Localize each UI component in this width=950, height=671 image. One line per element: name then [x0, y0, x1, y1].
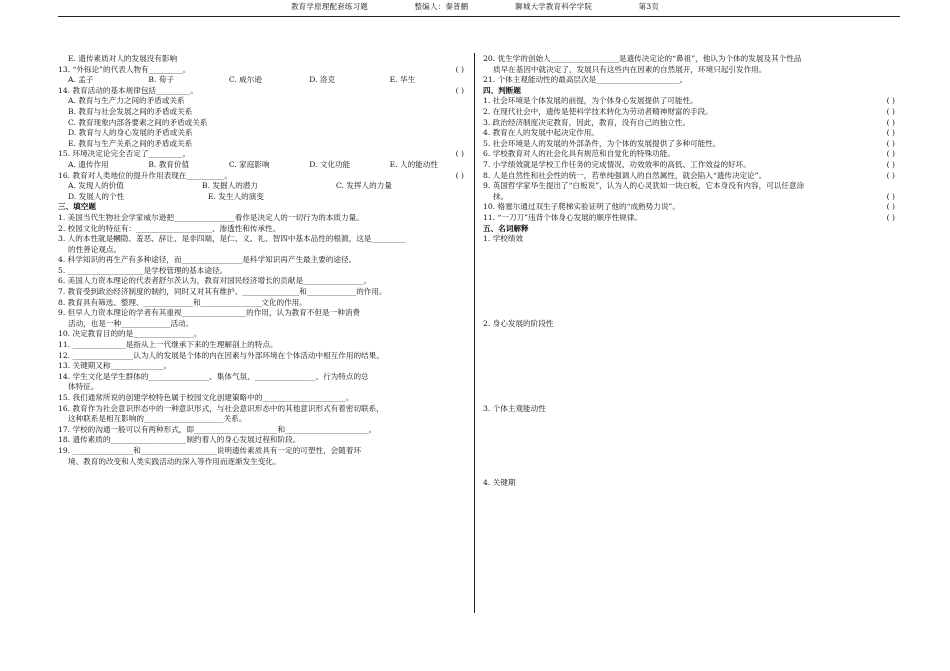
line-text: 8. 人是自然性和社会性的统一，若单纯强调人的自然属性，就会陷入“遗传决定论”。	[483, 170, 767, 180]
line-text: B. 教育与社会发展之间的矛盾或关系	[68, 106, 193, 116]
text-line	[483, 107, 901, 118]
line-text: 11. ______________是指从上一代继承下来的生理解剖上的特点。	[58, 340, 278, 350]
text-line	[58, 404, 470, 415]
line-text: 13. 关键期又称______________。	[58, 361, 172, 371]
text-line	[58, 361, 470, 372]
text-line	[483, 192, 901, 203]
option-row	[58, 181, 470, 192]
line-text: 7. 小学绩效就是学校工作任务的完成情况、功效效率的高低、工作效益的好坏。	[483, 159, 751, 169]
text-line	[58, 351, 470, 362]
right-column	[483, 54, 901, 488]
line-text: 16. 教育作为社会意识形态中的一种意识形式，与社会意识形态中的其他意识形式有着密切联系，	[58, 403, 384, 413]
section-heading	[483, 86, 901, 97]
line-text: 15. 我们通常所说的创建学校特色属于校园文化创建策略中的______________________。	[58, 393, 354, 402]
line-text: 17. 学校的沟通一般可以有两种形式，即______________________和______________________。	[58, 424, 377, 434]
answer-parentheses: ( )	[886, 159, 895, 169]
text-line	[483, 181, 901, 192]
text-line	[58, 255, 470, 266]
header-title: 教育学原理配套练习题	[290, 2, 368, 11]
line-text: 18. 遗传素质的____________________制约着人的身心发展过程和阶段。	[58, 435, 301, 445]
option-item: B. 荀子	[148, 75, 175, 85]
text-line	[58, 276, 470, 287]
option-item: E. 人的能动性	[389, 159, 438, 169]
option-item: C. 家庭影响	[228, 159, 270, 169]
line-text: C. 教育现象内部各要素之间的矛盾或关系	[68, 117, 208, 127]
line-text: 5. ____________________是学校管理的基本途径。	[58, 265, 228, 275]
header-org: 聊城大学教育科学学院	[515, 2, 593, 11]
answer-parentheses: ( )	[455, 85, 464, 95]
text-line	[483, 319, 901, 330]
line-text: 5. 社会环境是人的发展的外部条件，为个体的发展提供了多种可能性。	[483, 138, 721, 148]
answer-parentheses: ( )	[886, 96, 895, 106]
header-editor: 整编人：秦普鹏	[414, 2, 469, 11]
text-line	[58, 149, 470, 160]
line-text: 境、教育的改变和人类实践活动的深入等作用而逐渐发生变化。	[68, 456, 281, 466]
text-line	[58, 139, 470, 150]
answer-parentheses: ( )	[455, 64, 464, 74]
text-line	[58, 414, 470, 425]
text-line	[58, 224, 470, 235]
line-text: 15. 环境决定论完全否定了_________。	[58, 149, 191, 159]
line-text: 21. 个体主观能动性的最高层次是______________________。	[483, 75, 688, 85]
line-text: 3. 政治经济制度决定教育，因此，教育，没有自己的独立性。	[483, 117, 691, 127]
answer-parentheses: ( )	[886, 117, 895, 127]
line-text: 4. 教育在人的发展中起决定作用。	[483, 128, 599, 138]
option-item: E. 华生	[389, 75, 416, 85]
text-line	[483, 160, 901, 171]
option-item: A. 遗传作用	[68, 159, 109, 169]
page-header	[0, 0, 950, 14]
line-text: 8. 教育具有筛选、整理、_____________和________________文化的作用。	[58, 297, 307, 307]
line-text: 6. 学校教育对人的社会化具有规范和自觉化的特殊功能。	[483, 149, 675, 159]
section-heading	[58, 202, 470, 213]
text-line	[58, 86, 470, 97]
line-text: 6. 美国人力资本理论的代表者舒尔茨认为，教育对国民经济增长的贡献是________________。	[58, 276, 372, 286]
answer-parentheses: ( )	[886, 202, 895, 212]
answer-parentheses: ( )	[455, 170, 464, 180]
line-text: 19. ________________和____________________说明遗传素质具有一定的可塑性，会随着环	[58, 445, 362, 455]
answer-parentheses: ( )	[886, 138, 895, 148]
answer-parentheses: ( )	[886, 191, 895, 201]
answer-space	[483, 245, 901, 319]
text-line	[483, 404, 901, 415]
answer-space	[483, 329, 901, 403]
text-line	[483, 65, 901, 76]
text-line	[58, 96, 470, 107]
option-item: D. 发展人的个性	[68, 191, 125, 201]
line-text: 四、判断题	[483, 85, 521, 95]
line-text: 13. “外铄论”的代表人物有_________。	[58, 64, 191, 74]
answer-parentheses: ( )	[886, 149, 895, 159]
line-text: 这种联系是相互影响的_____________________关系。	[68, 414, 247, 424]
text-line	[483, 478, 901, 489]
option-item: C. 威尔逊	[228, 75, 262, 85]
text-line	[58, 171, 470, 182]
option-row	[58, 75, 470, 86]
line-text: 3. 人的本性就是幗隐、羞恶、辞让、是非四端，是仁、义、礼、智四中基本品性的根源，这是_________	[58, 234, 406, 244]
line-text: 的性善论观点。	[68, 244, 122, 254]
text-line	[483, 75, 901, 86]
text-line	[483, 139, 901, 150]
text-line	[483, 171, 901, 182]
line-text: 1. 社会环境是个体发展的前提，为个体身心发展提供了可能性。	[483, 96, 698, 106]
line-text: E. 教育与生产关系之间的矛盾或关系	[68, 138, 193, 148]
text-line	[58, 266, 470, 277]
text-line	[58, 128, 470, 139]
line-text: 7. 教育受到政治经济制度的制约，同时又对其有维护、_______________和_____________的作用。	[58, 287, 387, 297]
text-line	[58, 54, 470, 65]
line-text: 活动，也是一种_____________活动。	[68, 318, 194, 328]
text-line	[58, 308, 470, 319]
text-line	[58, 213, 470, 224]
section-heading	[483, 224, 901, 235]
answer-parentheses: ( )	[886, 128, 895, 138]
line-text: A. 教育与生产力之间的矛盾或关系	[68, 96, 185, 106]
line-text: 9. 英国哲学家华生提出了“白板说”，认为人的心灵犹如一块白板，它本身没有内容，可以任意涂	[483, 181, 805, 191]
text-line	[58, 457, 470, 468]
line-text: 五、名词解释	[483, 223, 529, 233]
line-text: 20. 优生学的创始人__________________是遗传决定论的“鼻祖”，他认为个体的发展及其个性品	[483, 54, 802, 63]
option-item: B. 教育价值	[148, 159, 190, 169]
text-line	[483, 234, 901, 245]
option-item: D. 文化功能	[309, 159, 351, 169]
text-line	[483, 118, 901, 129]
text-line	[58, 298, 470, 309]
line-text: 3. 个体主观能动性	[483, 403, 546, 413]
text-line	[58, 393, 470, 404]
line-text: 抹。	[493, 191, 509, 201]
answer-space	[483, 414, 901, 478]
text-line	[58, 245, 470, 256]
option-row	[58, 160, 470, 171]
text-line	[58, 340, 470, 351]
text-line	[58, 319, 470, 330]
header-rule	[58, 16, 900, 17]
line-text: 2. 身心发展的阶段性	[483, 318, 554, 328]
line-text: 14. 学生文化是学生群体的________________、集体气氛、________________、行为特点的总	[58, 371, 369, 381]
line-text: 4. 关键期	[483, 477, 516, 487]
option-item: A. 孟子	[68, 75, 94, 85]
answer-parentheses: ( )	[886, 170, 895, 180]
answer-parentheses: ( )	[886, 212, 895, 222]
line-text: 9. 但早人力资本理论的学者有其重视_________________的作用，认为教育不但是一种消费	[58, 308, 361, 318]
text-line	[483, 54, 901, 65]
text-line	[58, 107, 470, 118]
header-page-number: 第3页	[638, 2, 660, 11]
text-line	[58, 446, 470, 457]
line-text: 16. 教育对人类地位的提升作用表现在__________。	[58, 170, 232, 180]
option-item: E. 发生人的演变	[208, 191, 264, 201]
line-text: 2. 在现代社会中，遗传是使科学技术转化为劳动者精神财富的手段。	[483, 106, 713, 116]
line-text: 14. 教育活动的基本规律包括_________。	[58, 85, 198, 95]
line-text: 三、填空题	[58, 202, 96, 212]
option-item: D. 洛克	[309, 75, 336, 85]
text-line	[58, 382, 470, 393]
column-divider	[474, 53, 475, 613]
text-line	[58, 118, 470, 129]
line-text: 4. 科学知识的再生产有多种途径，而________________是科学知识再产生最主要的途径。	[58, 255, 357, 265]
line-text: 11. “一刀刀”违背个体身心发展的顺序性规律。	[483, 212, 642, 222]
line-text: 10. 决定教育目的的是________________。	[58, 329, 202, 339]
text-line	[483, 213, 901, 224]
text-line	[483, 202, 901, 213]
text-line	[58, 425, 470, 436]
option-item: B. 发掘人的潜力	[202, 181, 258, 191]
line-text: 质早在基因中就决定了，发展只有这些内在因素的自然展开，环境只起引发作用。	[493, 64, 767, 74]
option-item: C. 发挥人的力量	[336, 181, 392, 191]
line-text: D. 教育与人的身心发展的矛盾或关系	[68, 128, 193, 138]
option-item: A. 发现人的价值	[68, 181, 124, 191]
text-line	[58, 234, 470, 245]
line-text: 2. 校园文化的特征有：____________________、渗透性和传承性。	[58, 223, 281, 233]
answer-parentheses: ( )	[455, 149, 464, 159]
text-line	[58, 435, 470, 446]
text-line	[58, 287, 470, 298]
text-line	[483, 149, 901, 160]
line-text: 12. ________________认为人的发展是个体的内在因素与外部环境在个体活动中相互作用的结果。	[58, 350, 384, 360]
option-row	[58, 192, 470, 203]
text-line	[483, 128, 901, 139]
left-column	[58, 54, 470, 467]
line-text: E. 遗传素质对人的发展没有影响	[68, 54, 178, 63]
line-text: 1. 美国当代生物社会学家威尔逊把________________看作是决定人的一切行为的本质力量。	[58, 212, 364, 222]
line-text: 1. 学校绩效	[483, 234, 524, 244]
text-line	[483, 96, 901, 107]
line-text: 10. 格塞尔通过双生子爬梯实验证明了他的“成熟势力说”。	[483, 202, 680, 212]
answer-parentheses: ( )	[886, 106, 895, 116]
text-line	[58, 329, 470, 340]
line-text: 体特征。	[68, 382, 99, 392]
text-line	[58, 372, 470, 383]
text-line	[58, 65, 470, 76]
